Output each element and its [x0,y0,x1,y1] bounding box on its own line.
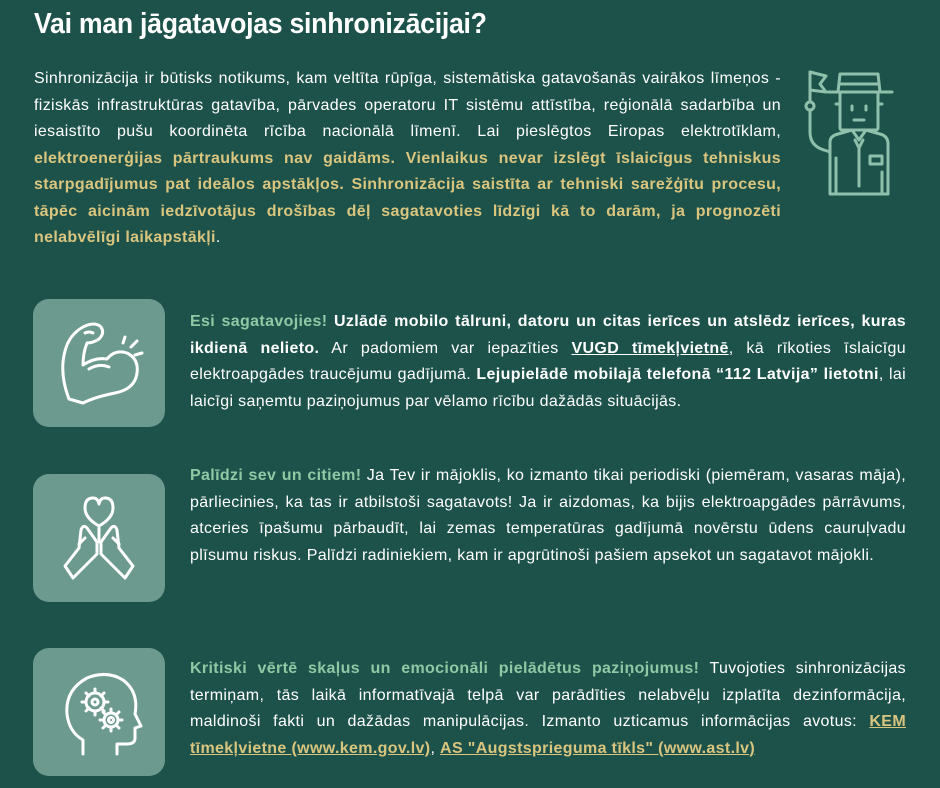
help-card [33,474,165,602]
intro-paragraph [34,66,781,252]
intro-text: Sinhronizācija ir būtisks notikums, kam veltīta rūpīga, sistemātiska gatavošanās vairākos līmeņos - fiziskās infrastruktūras gatavība, pārvades operatoru IT sistēmu attīstība, reģionālā sadarbība un iesaistīto pušu koordinēta rīcība nacionālā līmenī. Lai pieslēgtos Eiropas elektrotīklam, [34,70,781,140]
section-prepare [190,309,906,415]
prepare-text-1: Ar padomiem var iepazīties [319,339,572,357]
critical-card [33,648,165,776]
page-title: Vai man jāgatavojas sinhronizācijai? [34,8,487,40]
section-help [190,463,906,569]
intro-highlight: elektroenerģijas pārtraukums nav gaidāms. Vienlaikus nevar izslēgt īslaicīgus tehniskus starpgadījumus pat ideālos apstākļos. Sinhronizācija saistīta ar tehniski sarežģītu procesu, tāpēc aicinām iedzīvotājus drošības dēļ sagatavoties līdzīgi kā to darām, ja prognozēti nelabvēlīgi laikapstākļi [34,149,781,246]
intro-end: . [215,229,221,246]
ast-link[interactable]: AS "Augstsprieguma tīkls" (www.ast.lv) [440,739,756,757]
prepare-bold-2: Lejupielādē mobilajā telefonā “112 Latvija” lietotni [476,366,879,383]
head-gears-icon [49,662,149,762]
worker-flag-icon [800,62,912,202]
prepare-text-3: , lai laicīgi saņemtu paziņojumus par vēlamo rīcību dažādās situācijās. [190,366,907,410]
critical-heading: Kritiski vērtē skaļus un emocionāli pielādētus paziņojumus! [190,660,700,677]
prepare-text-2: , kā rīkoties īslaicīgu elektroapgādes traucējumu gadījumā. [190,339,907,383]
help-heading: Palīdzi sev un citiem! [190,467,362,484]
vugd-link[interactable]: VUGD tīmekļvietnē [571,339,729,357]
kem-link[interactable]: KEM tīmekļvietne (www.kem.gov.lv) [190,713,906,757]
hands-heart-icon [49,488,149,588]
prepare-heading: Esi sagatavojies! [190,313,328,330]
flexed-arm-icon [49,313,149,413]
prepare-bold-1: Uzlādē mobilo tālruni, datoru un citas ierīces un atslēdz ierīces, kuras ikdienā nelieto. [190,313,906,357]
section-critical [190,656,906,762]
strength-card [33,299,165,427]
critical-sep: , [430,739,441,757]
critical-text: Tuvojoties sinhronizācijas termiņam, tās laikā informatīvajā telpā var parādīties nelabvēļu izplatīta dezinformācija, maldinoši fakti un dažādas manipulācijas. Izmanto uzticamus informācijas avotus: [190,660,906,730]
help-text: Ja Tev ir mājoklis, ko izmanto tikai periodiski (piemēram, vasaras māja), pārliecinies, ka tas ir atbilstoši sagatavots! Ja ir aizdomas, ka bijis elektroapgādes pārrāvums, atceries īpašumu pārbaudīt, lai zemas temperatūras gadījumā novērstu ūdens cauruļvadu plīsumu riskus. Palīdzi radiniekiem, kam ir apgrūtinoši pašiem apsekot un sagatavot mājokli. [190,467,906,564]
